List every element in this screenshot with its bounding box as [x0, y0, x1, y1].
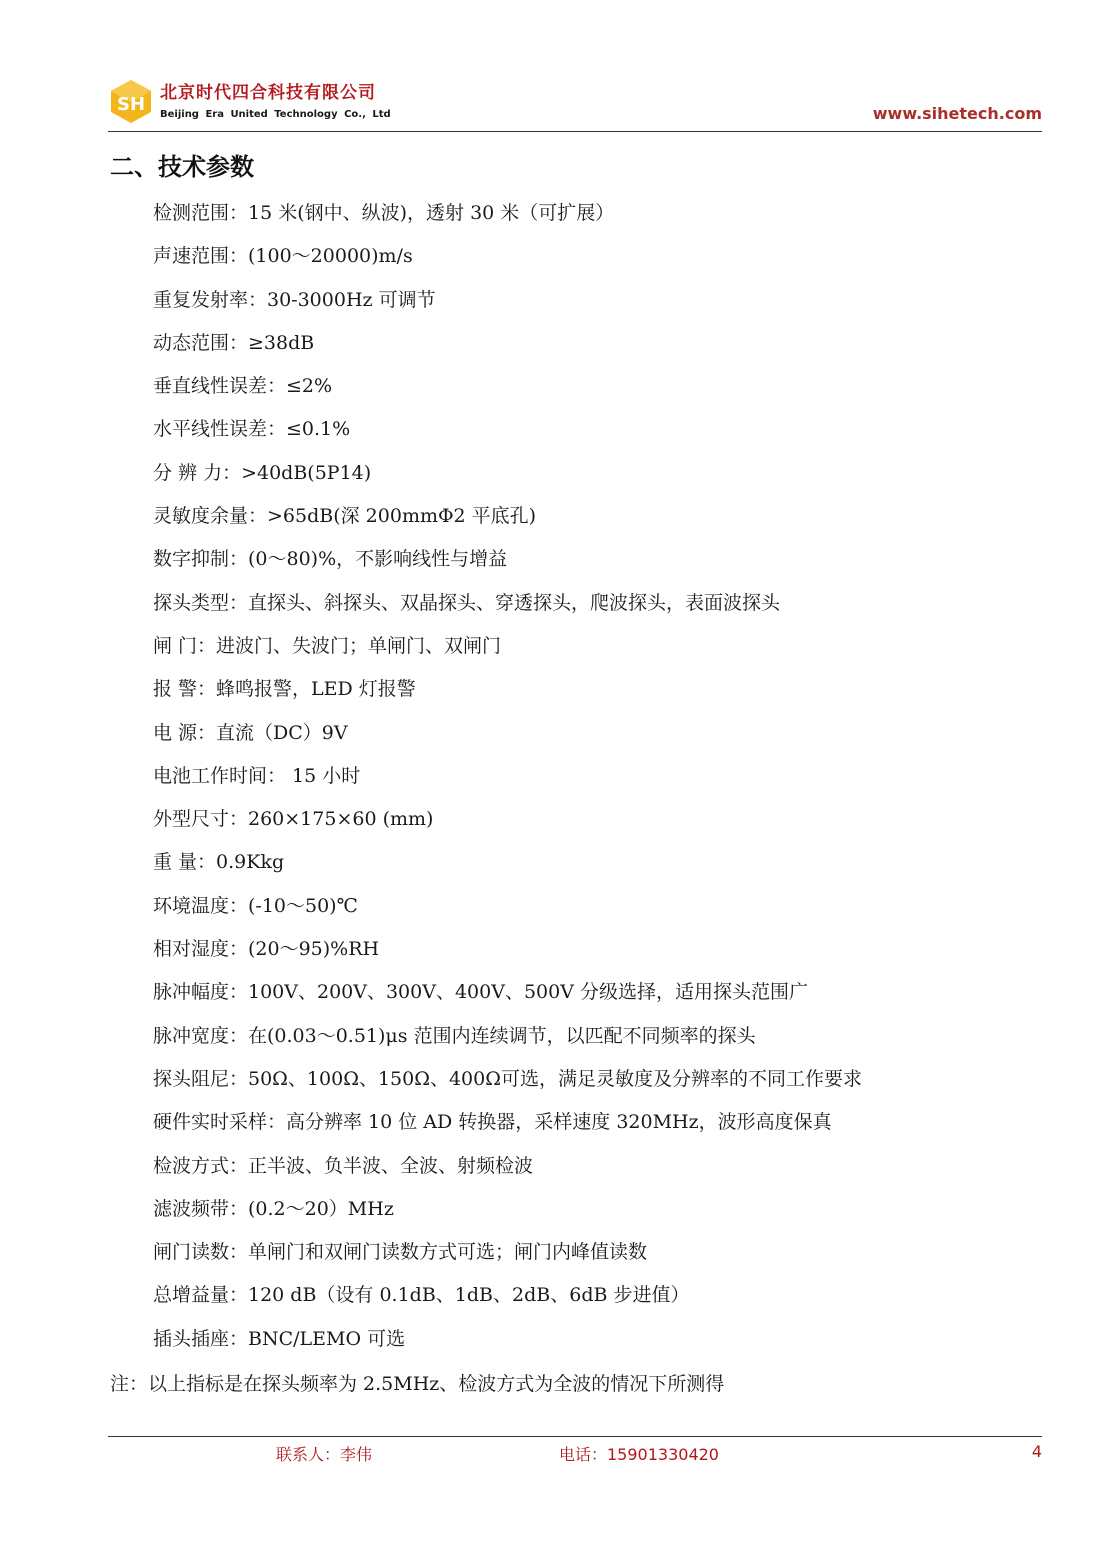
spec-item: 重复发射率：30-3000Hz 可调节: [153, 288, 436, 311]
spec-item: 闸门读数：单闸门和双闸门读数方式可选；闸门内峰值读数: [153, 1241, 648, 1264]
spec-item: 脉冲幅度：100V、200V、300V、400V、500V 分级选择，适用探头范围广: [153, 981, 808, 1004]
spec-item: 检波方式：正半波、负半波、全波、射频检波: [153, 1154, 534, 1177]
svg-text:SH: SH: [116, 94, 146, 115]
spec-item: 声速范围：(100～20000)m/s: [153, 245, 413, 268]
footer-contact: 联系人：李伟: [276, 1445, 373, 1464]
spec-item: 灵敏度余量：>65dB(深 200mmΦ2 平底孔): [153, 505, 537, 528]
spec-item: 相对湿度：(20～95)%RH: [153, 938, 380, 961]
spec-item: 探头类型：直探头、斜探头、双晶探头、穿透探头，爬波探头，表面波探头: [153, 591, 781, 614]
spec-item: 脉冲宽度：在(0.03～0.51)μs 范围内连续调节，以匹配不同频率的探头: [153, 1024, 756, 1047]
spec-item: 垂直线性误差：≤2%: [153, 375, 333, 398]
spec-list: [153, 196, 862, 1365]
spec-item: 插头插座：BNC/LEMO 可选: [153, 1327, 406, 1350]
spec-item: 闸 门：进波门、失波门；单闸门、双闸门: [153, 634, 502, 657]
spec-item: 报 警：蜂鸣报警，LED 灯报警: [153, 678, 416, 701]
footnote: 注：以上指标是在探头频率为 2.5MHz、检波方式为全波的情况下所测得: [110, 1373, 725, 1395]
header-divider: [108, 131, 1042, 132]
footer-phone: 电话：15901330420: [559, 1445, 719, 1464]
spec-item: 总增益量：120 dB（设有 0.1dB、1dB、2dB、6dB 步进值）: [153, 1284, 690, 1307]
section-title: 二、技术参数: [110, 153, 254, 181]
spec-item: 重 量：0.9Kkg: [153, 851, 285, 874]
spec-item: 动态范围：≥38dB: [153, 331, 315, 354]
page-number: 4: [1031, 1442, 1042, 1461]
spec-item: 分 辨 力：>40dB(5P14): [153, 461, 372, 484]
spec-item: 环境温度：(-10～50)℃: [153, 894, 358, 917]
spec-item: 外型尺寸：260×175×60 (mm): [153, 808, 434, 831]
footer-divider: [108, 1436, 1042, 1437]
page-header: [108, 74, 1042, 132]
spec-item: 检测范围：15 米(钢中、纵波)，透射 30 米（可扩展）: [153, 202, 615, 224]
website-link[interactable]: www.sihetech.com: [872, 104, 1042, 123]
company-logo-icon: [108, 78, 154, 124]
spec-item: 滤波频带：(0.2～20）MHz: [153, 1197, 394, 1220]
company-name-cn: 北京时代四合科技有限公司: [160, 83, 376, 103]
spec-item: 探头阻尼：50Ω、100Ω、150Ω、400Ω可选，满足灵敏度及分辨率的不同工作要求: [153, 1067, 862, 1090]
company-name-en: Beijing Era United Technology Co., Ltd: [160, 109, 391, 120]
spec-item: 电 源：直流（DC）9V: [153, 721, 348, 744]
spec-item: 硬件实时采样：高分辨率 10 位 AD 转换器，采样速度 320MHz，波形高度保真: [153, 1111, 832, 1134]
spec-item: 数字抑制：(0～80)%，不影响线性与增益: [153, 548, 508, 571]
spec-item: 电池工作时间： 15 小时: [153, 764, 361, 787]
spec-item: 水平线性误差：≤0.1%: [153, 418, 351, 441]
